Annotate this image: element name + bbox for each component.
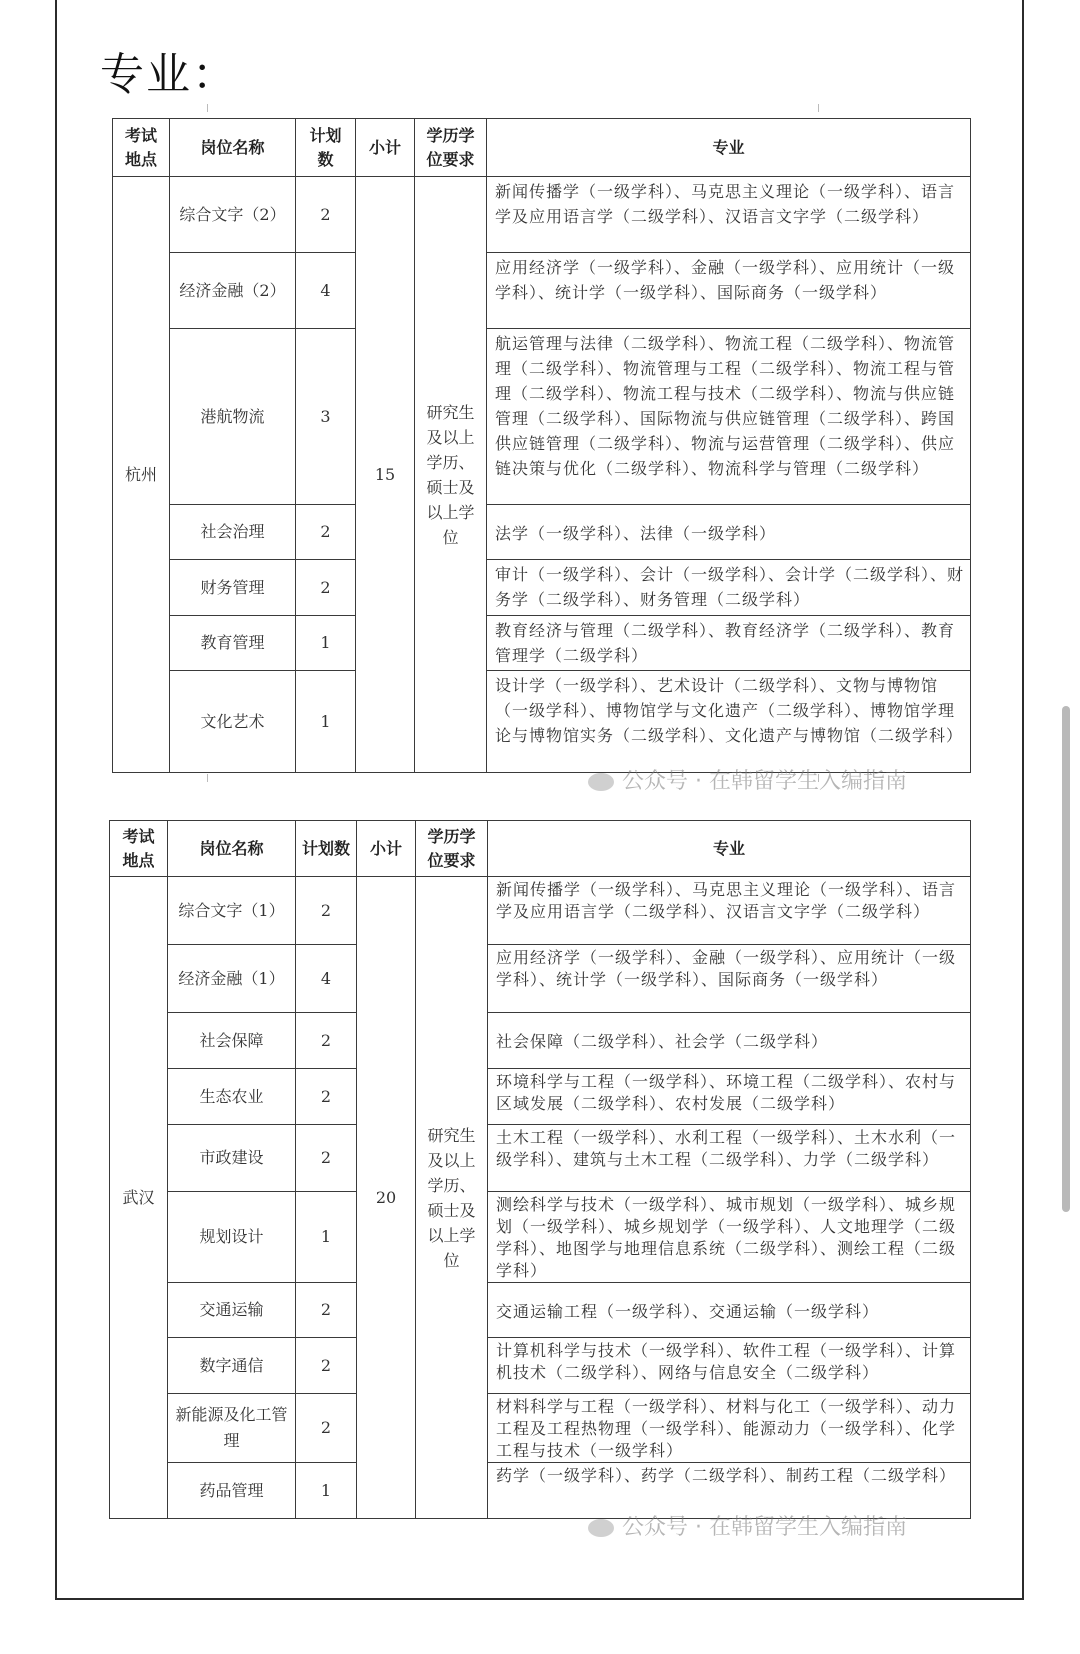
- table-row: [110, 1192, 971, 1283]
- major-cell: 法学（一级学科）、法律（一级学科）: [487, 505, 971, 560]
- table-row: [113, 505, 971, 560]
- header-position: 岗位名称: [168, 821, 296, 877]
- location-cell: 武汉: [110, 877, 168, 1519]
- major-cell: 交通运输工程（一级学科）、交通运输（一级学科）: [488, 1283, 971, 1338]
- education-cell: 研究生及以上学历、硕士及以上学位: [416, 877, 488, 1519]
- plan-cell: 2: [296, 1283, 357, 1338]
- wechat-icon: [588, 1519, 614, 1537]
- major-cell: 审计（一级学科）、会计（一级学科）、会计学（二级学科）、财务学（二级学科）、财务管理（二级学科）: [487, 560, 971, 616]
- header-education: 学历学位要求: [415, 119, 487, 177]
- subtotal-cell: 20: [357, 877, 416, 1519]
- table-row: [110, 1283, 971, 1338]
- major-cell: 社会保障（二级学科）、社会学（二级学科）: [488, 1013, 971, 1069]
- header-position: 岗位名称: [170, 119, 296, 177]
- header-plan: 计划数: [296, 821, 357, 877]
- table-row: [110, 1394, 971, 1463]
- positions-table-wuhan: [109, 820, 971, 1519]
- plan-cell: 2: [296, 1394, 357, 1463]
- vertical-scrollbar[interactable]: [1062, 706, 1070, 1212]
- header-location: 考试地点: [113, 119, 170, 177]
- table-row: [113, 177, 971, 253]
- table-header-row: [113, 119, 971, 177]
- table-row: [113, 560, 971, 616]
- plan-cell: 2: [296, 560, 356, 616]
- table-row: [110, 1069, 971, 1125]
- header-subtotal: 小计: [357, 821, 416, 877]
- table-row: [113, 329, 971, 505]
- table-row: [110, 1125, 971, 1192]
- position-cell: 药品管理: [168, 1463, 296, 1519]
- header-major: 专业: [488, 821, 971, 877]
- plan-cell: 2: [296, 1125, 357, 1192]
- position-cell: 市政建设: [168, 1125, 296, 1192]
- major-cell: 设计学（一级学科）、艺术设计（二级学科）、文物与博物馆（一级学科）、博物馆学与文化遗产（二级学科）、博物馆学理论与博物馆实务（二级学科）、文化遗产与博物馆（二级学科）: [487, 671, 971, 773]
- education-cell: 研究生及以上学历、硕士及以上学位: [415, 177, 487, 773]
- major-cell: 应用经济学（一级学科）、金融（一级学科）、应用统计（一级学科）、统计学（一级学科）、国际商务（一级学科）: [488, 945, 971, 1013]
- position-cell: 港航物流: [170, 329, 296, 505]
- table-row: [110, 1013, 971, 1069]
- major-cell: 测绘科学与技术（一级学科）、城市规划（一级学科）、城乡规划（一级学科）、城乡规划学（一级学科）、人文地理学（二级学科）、地图学与地理信息系统（二级学科）、测绘工程（二级学科）: [488, 1192, 971, 1283]
- major-cell: 教育经济与管理（二级学科）、教育经济学（二级学科）、教育管理学（二级学科）: [487, 616, 971, 671]
- table-row: [113, 616, 971, 671]
- position-cell: 财务管理: [170, 560, 296, 616]
- header-location: 考试地点: [110, 821, 168, 877]
- table-header-row: [110, 821, 971, 877]
- header-major: 专业: [487, 119, 971, 177]
- major-cell: 环境科学与工程（一级学科）、环境工程（二级学科）、农村与区域发展（二级学科）、农村发展（二级学科）: [488, 1069, 971, 1125]
- table-row: [110, 945, 971, 1013]
- major-cell: 新闻传播学（一级学科）、马克思主义理论（一级学科）、语言学及应用语言学（二级学科）、汉语言文字学（二级学科）: [487, 177, 971, 253]
- major-cell: 药学（一级学科）、药学（二级学科）、制药工程（二级学科）: [488, 1463, 971, 1519]
- position-cell: 社会保障: [168, 1013, 296, 1069]
- subtotal-cell: 15: [356, 177, 415, 773]
- position-cell: 综合文字（1）: [168, 877, 296, 945]
- table-row: [110, 877, 971, 945]
- major-cell: 计算机科学与技术（一级学科）、软件工程（一级学科）、计算机技术（二级学科）、网络与信息安全（二级学科）: [488, 1338, 971, 1394]
- position-cell: 社会治理: [170, 505, 296, 560]
- watermark: 公众号 · 在韩留学生入编指南: [588, 764, 907, 795]
- plan-cell: 2: [296, 505, 356, 560]
- plan-cell: 2: [296, 1338, 357, 1394]
- page-heading: 专业：: [100, 49, 238, 100]
- position-cell: 经济金融（1）: [168, 945, 296, 1013]
- plan-cell: 4: [296, 945, 357, 1013]
- plan-cell: 4: [296, 253, 356, 329]
- position-cell: 新能源及化工管理: [168, 1394, 296, 1463]
- wechat-icon: [588, 773, 614, 791]
- position-cell: 规划设计: [168, 1192, 296, 1283]
- table-row: [113, 671, 971, 773]
- plan-cell: 2: [296, 177, 356, 253]
- major-cell: 新闻传播学（一级学科）、马克思主义理论（一级学科）、语言学及应用语言学（二级学科）、汉语言文字学（二级学科）: [488, 877, 971, 945]
- major-cell: 应用经济学（一级学科）、金融（一级学科）、应用统计（一级学科）、统计学（一级学科）、国际商务（一级学科）: [487, 253, 971, 329]
- table-row: [110, 1338, 971, 1394]
- location-cell: 杭州: [113, 177, 170, 773]
- major-cell: 材料科学与工程（一级学科）、材料与化工（一级学科）、动力工程及工程热物理（一级学科）、能源动力（一级学科）、化学工程与技术（一级学科）: [488, 1394, 971, 1463]
- plan-cell: 1: [296, 671, 356, 773]
- position-cell: 数字通信: [168, 1338, 296, 1394]
- header-subtotal: 小计: [356, 119, 415, 177]
- position-cell: 文化艺术: [170, 671, 296, 773]
- plan-cell: 2: [296, 1069, 357, 1125]
- header-plan: 计划数: [296, 119, 356, 177]
- position-cell: 生态农业: [168, 1069, 296, 1125]
- watermark: 公众号 · 在韩留学生入编指南: [588, 1510, 907, 1541]
- positions-table-hangzhou: [112, 118, 971, 773]
- plan-cell: 1: [296, 1463, 357, 1519]
- table-row: [113, 253, 971, 329]
- plan-cell: 1: [296, 1192, 357, 1283]
- position-cell: 综合文字（2）: [170, 177, 296, 253]
- plan-cell: 1: [296, 616, 356, 671]
- position-cell: 经济金融（2）: [170, 253, 296, 329]
- plan-cell: 2: [296, 877, 357, 945]
- major-cell: 航运管理与法律（二级学科）、物流工程（二级学科）、物流管理（二级学科）、物流管理与工程（二级学科）、物流工程与管理（二级学科）、物流工程与技术（二级学科）、物流与供应链管理（二级学科）、国际物流与供应链管理（二级学科）、跨国供应链管理（二级学科）、物流与运营管理（二级学科）、供应链决策与优化（二级学科）、物流科学与管理（二级学科）: [487, 329, 971, 505]
- position-cell: 交通运输: [168, 1283, 296, 1338]
- plan-cell: 3: [296, 329, 356, 505]
- position-cell: 教育管理: [170, 616, 296, 671]
- header-education: 学历学位要求: [416, 821, 488, 877]
- major-cell: 土木工程（一级学科）、水利工程（一级学科）、土木水利（一级学科）、建筑与土木工程（二级学科）、力学（二级学科）: [488, 1125, 971, 1192]
- plan-cell: 2: [296, 1013, 357, 1069]
